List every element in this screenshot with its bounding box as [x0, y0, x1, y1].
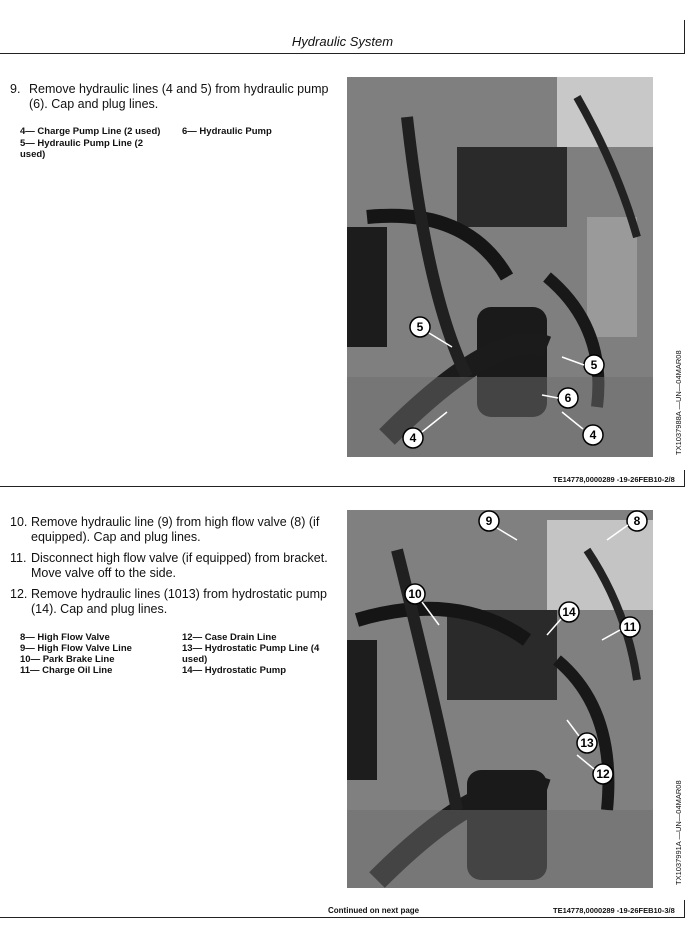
callout-label: 14 — [562, 605, 576, 619]
page-title: Hydraulic System — [291, 34, 394, 49]
callout-marker — [584, 355, 604, 375]
callout-label: 5 — [416, 320, 424, 334]
callout-marker — [403, 428, 423, 448]
step-number: 12. — [10, 587, 28, 601]
legend-item: 9— High Flow Valve Line — [20, 643, 132, 654]
reference-code: TE14778,0000289 -19-26FEB10-3/8 — [553, 906, 675, 915]
step-number: 11. — [10, 551, 27, 565]
callout-label: 13 — [580, 736, 594, 750]
callout-label: 4 — [409, 431, 417, 445]
callout-label: 5 — [590, 358, 598, 372]
header-top-rule — [0, 53, 685, 54]
legend-item: 13— Hydrostatic Pump Line (4 used) — [182, 643, 320, 665]
legend-item: 14— Hydrostatic Pump — [182, 665, 286, 676]
legend-item: 6— Hydraulic Pump — [182, 126, 272, 137]
step-12 — [10, 587, 340, 617]
callout-label: 6 — [564, 391, 572, 405]
legend-item: 12— Case Drain Line — [182, 632, 277, 643]
callout-marker — [559, 602, 579, 622]
legend-section2 — [20, 632, 340, 682]
callout-label: 8 — [633, 514, 641, 528]
callout-marker — [479, 511, 499, 531]
step-text: Remove hydraulic lines (1013) from hydrostatic pump (14). Cap and plug lines. — [31, 587, 327, 616]
footer-rule — [0, 917, 685, 918]
callout-marker — [620, 617, 640, 637]
legend-item: 8— High Flow Valve — [20, 632, 110, 643]
figure-id-label: TX1037988A —UN—04MAR08 — [674, 350, 683, 455]
callout-marker — [558, 388, 578, 408]
callout-marker — [583, 425, 603, 445]
step-number: 10. — [10, 515, 28, 529]
callout-label: 4 — [589, 428, 597, 442]
figure-hydrostatic-pump — [347, 510, 653, 888]
hydraulic-pump-photo — [347, 77, 653, 457]
continued-note: Continued on next page — [328, 906, 420, 915]
legend-item: 5— Hydraulic Pump Line (2 used) — [20, 138, 143, 160]
callout-label: 9 — [485, 514, 493, 528]
callout-marker — [627, 511, 647, 531]
hydrostatic-pump-photo — [347, 510, 653, 888]
reference-code: TE14778,0000289 -19-26FEB10-2/8 — [553, 475, 675, 484]
legend-item: 4— Charge Pump Line (2 used) — [20, 126, 161, 137]
section-divider — [0, 486, 685, 487]
callout-label: 12 — [596, 767, 610, 781]
step-10 — [10, 515, 340, 545]
step-9 — [10, 82, 340, 112]
callout-marker — [405, 584, 425, 604]
step-text: Disconnect high flow valve (if equipped) from bracket. Move valve off to the side. — [31, 551, 328, 580]
callout-marker — [577, 733, 597, 753]
step-text: Remove hydraulic line (9) from high flow valve (8) (if equipped). Cap and plug lines. — [31, 515, 320, 544]
step-text: Remove hydraulic lines (4 and 5) from hydraulic pump (6). Cap and plug lines. — [29, 82, 329, 111]
step-number: 9. — [10, 82, 21, 96]
figure-hydraulic-pump — [347, 77, 653, 457]
legend-item: 10— Park Brake Line — [20, 654, 115, 665]
callout-label: 11 — [623, 620, 637, 634]
legend-section1 — [20, 126, 340, 166]
callout-marker — [410, 317, 430, 337]
legend-item: 11— Charge Oil Line — [20, 665, 113, 676]
callout-label: 10 — [408, 587, 422, 601]
step-11 — [10, 551, 340, 581]
figure-id-label: TX1037991A —UN—04MAR08 — [674, 780, 683, 885]
callout-marker — [593, 764, 613, 784]
